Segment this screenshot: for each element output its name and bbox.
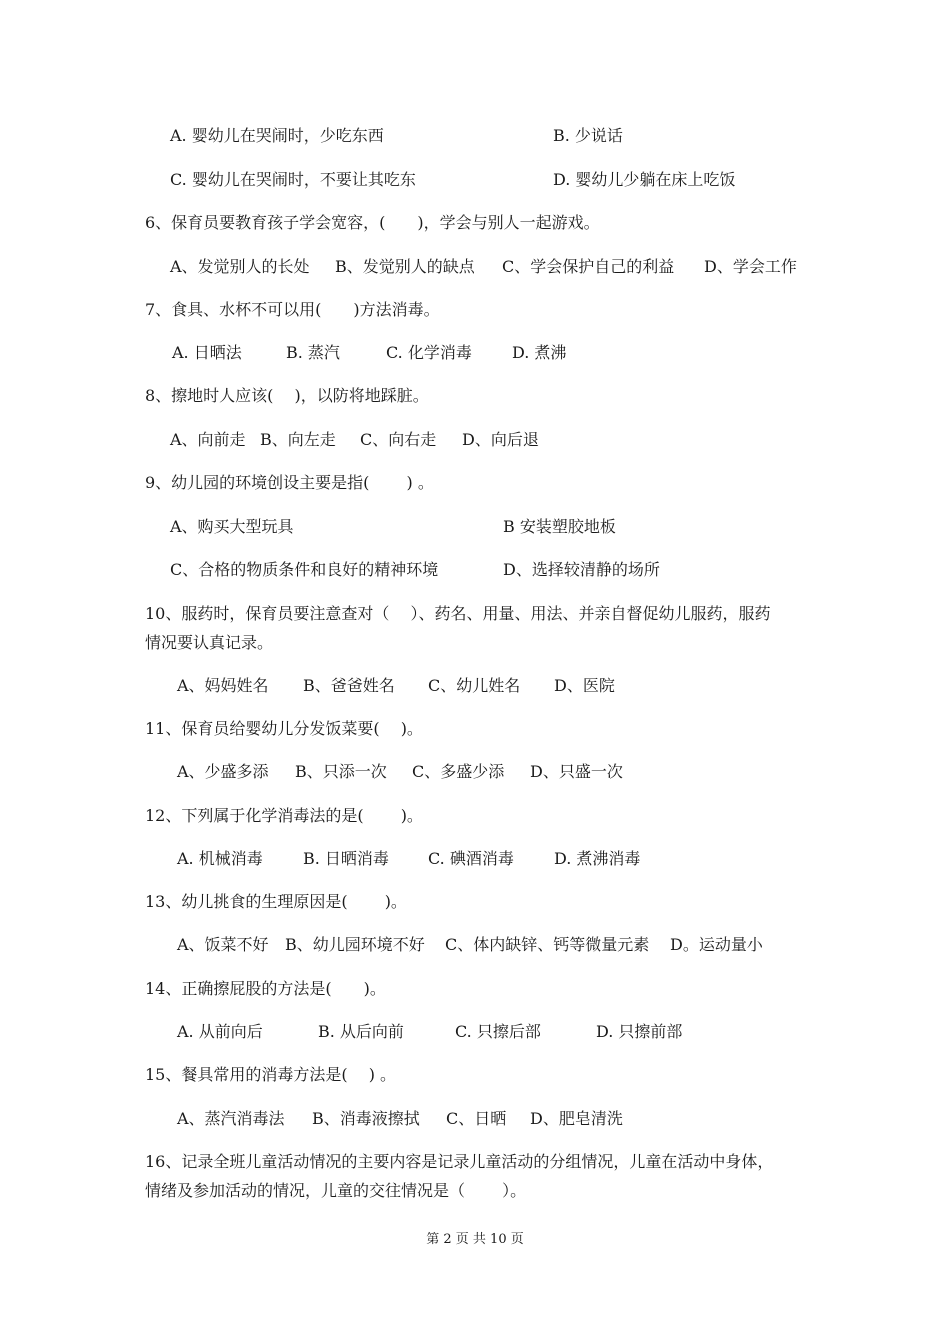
q16-stem-line2: 情绪及参加活动的情况，儿童的交往情况是（ ）。 (145, 1181, 527, 1200)
q8-option-b: B、向左走 (260, 430, 336, 449)
q6-option-d: D、学会工作 (704, 257, 797, 276)
q10-stem-line1: 10、服药时，保育员要注意查对（ ）、药名、用量、用法、并亲自督促幼儿服药，服药 (145, 604, 771, 623)
q13-option-c: C、体内缺锌、钙等微量元素 (445, 935, 650, 954)
q7-option-a: A. 日晒法 (172, 343, 242, 362)
q7-option-b: B. 蒸汽 (286, 343, 340, 362)
q9-option-b: B 安装塑胶地板 (503, 517, 616, 536)
q16-stem-line1: 16、记录全班儿童活动情况的主要内容是记录儿童活动的分组情况，儿童在活动中身体， (145, 1152, 774, 1171)
q15-option-d: D、肥皂清洗 (530, 1109, 623, 1128)
q9-stem: 9、幼儿园的环境创设主要是指( ) 。 (145, 473, 434, 492)
q10-option-b: B、爸爸姓名 (303, 676, 395, 695)
q15-stem: 15、餐具常用的消毒方法是( ) 。 (145, 1065, 397, 1084)
q6-stem: 6、保育员要教育孩子学会宽容，( )，学会与别人一起游戏。 (145, 213, 600, 232)
q14-option-b: B. 从后向前 (318, 1022, 404, 1041)
q10-stem-line2: 情况要认真记录。 (145, 633, 274, 652)
q7-option-c: C. 化学消毒 (386, 343, 472, 362)
q6-option-a: A、发觉别人的长处 (170, 257, 310, 276)
q7-stem: 7、食具、水杯不可以用( )方法消毒。 (145, 300, 440, 319)
q5-option-d: D. 婴幼儿少躺在床上吃饭 (553, 170, 736, 189)
q12-option-b: B. 日晒消毒 (303, 849, 389, 868)
q14-stem: 14、正确擦屁股的方法是( )。 (145, 979, 386, 998)
q14-option-c: C. 只擦后部 (455, 1022, 541, 1041)
page-footer: 第 2 页 共 10 页 (426, 1232, 524, 1247)
q10-option-a: A、妈妈姓名 (177, 676, 269, 695)
q7-option-d: D. 煮沸 (512, 343, 567, 362)
q13-option-d: D。运动量小 (670, 935, 763, 954)
q5-option-a: A. 婴幼儿在哭闹时，少吃东西 (170, 126, 384, 145)
q14-option-d: D. 只擦前部 (596, 1022, 683, 1041)
q15-option-b: B、消毒液擦拭 (312, 1109, 420, 1128)
q5-option-c: C. 婴幼儿在哭闹时，不要让其吃东 (170, 170, 416, 189)
q11-option-c: C、多盛少添 (412, 762, 505, 781)
q9-option-c: C、合格的物质条件和良好的精神环境 (170, 560, 439, 579)
q8-stem: 8、擦地时人应该( )，以防将地踩脏。 (145, 386, 429, 405)
q12-option-a: A. 机械消毒 (177, 849, 263, 868)
q15-option-c: C、日晒 (446, 1109, 507, 1128)
q13-stem: 13、幼儿挑食的生理原因是( )。 (145, 892, 407, 911)
q10-option-c: C、幼儿姓名 (428, 676, 521, 695)
q5-option-b: B. 少说话 (553, 126, 623, 145)
q8-option-d: D、向后退 (462, 430, 539, 449)
q9-option-a: A、购买大型玩具 (170, 517, 294, 536)
q14-option-a: A. 从前向后 (177, 1022, 263, 1041)
q12-option-d: D. 煮沸消毒 (554, 849, 641, 868)
q6-option-b: B、发觉别人的缺点 (335, 257, 475, 276)
q9-option-d: D、选择较清静的场所 (503, 560, 660, 579)
q12-stem: 12、下列属于化学消毒法的是( )。 (145, 806, 423, 825)
q11-option-d: D、只盛一次 (530, 762, 623, 781)
q8-option-c: C、向右走 (360, 430, 437, 449)
q11-option-b: B、只添一次 (295, 762, 387, 781)
q13-option-a: A、饭菜不好 (177, 935, 269, 954)
q13-option-b: B、幼儿园环境不好 (285, 935, 425, 954)
q12-option-c: C. 碘酒消毒 (428, 849, 514, 868)
q6-option-c: C、学会保护自己的利益 (502, 257, 675, 276)
q10-option-d: D、医院 (554, 676, 615, 695)
q11-option-a: A、少盛多添 (177, 762, 269, 781)
q15-option-a: A、蒸汽消毒法 (177, 1109, 285, 1128)
q11-stem: 11、保育员给婴幼儿分发饭菜要( )。 (145, 719, 423, 738)
q8-option-a: A、向前走 (170, 430, 246, 449)
